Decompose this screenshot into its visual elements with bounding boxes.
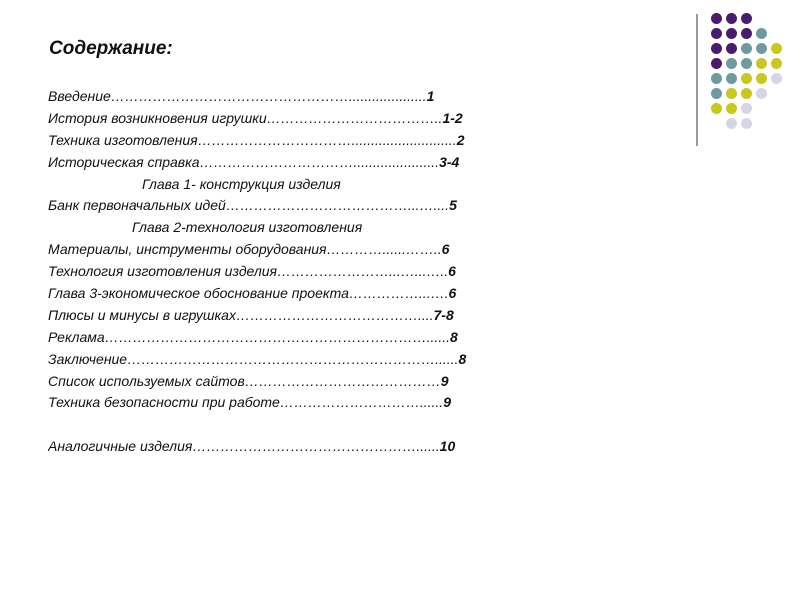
- toc-entry-leader: ……………………...…...…..: [277, 263, 449, 280]
- toc-entry-page: 10: [439, 438, 456, 455]
- decorative-dot: [726, 103, 737, 114]
- decorative-dot: [756, 43, 767, 54]
- toc-entry: [48, 130, 608, 152]
- toc-entry-leader: …………………………......: [279, 394, 444, 411]
- toc-entry-title: Техника безопасности при работе: [48, 394, 280, 411]
- toc-entry-title: Глава 3-экономическое обоснование проекта: [48, 285, 349, 302]
- toc-entry-leader: ……………………………………………....................: [110, 88, 427, 104]
- toc-entry-leader: …………………………………...…....: [225, 197, 450, 214]
- toc-entry-page: 9: [443, 394, 451, 411]
- toc-entry-leader: ……………………………......................: [199, 153, 440, 170]
- decorative-dot: [726, 58, 737, 69]
- decorative-dot: [711, 103, 722, 114]
- decorative-dot-grid: [700, 10, 800, 150]
- toc-entry-leader: ……………………………………………………………......: [104, 328, 450, 345]
- decorative-dot: [741, 118, 752, 129]
- toc-entry-leader: ………………………………..: [266, 109, 443, 126]
- decorative-dot: [756, 88, 767, 99]
- toc-chapter-heading: [48, 217, 608, 239]
- toc-entry-title: Технология изготовления изделия: [48, 263, 278, 280]
- toc-entry-leader: …………………………………………………………......: [127, 350, 459, 367]
- toc-entry-page: 7-8: [433, 306, 454, 323]
- toc-entry-page: 8: [458, 350, 467, 367]
- toc-entry-title: Техника изготовления: [48, 131, 198, 148]
- toc-entry: [48, 86, 608, 108]
- toc-entry: [48, 261, 608, 283]
- toc-entry-leader: …………......……..: [326, 241, 442, 258]
- decorative-dot: [711, 13, 722, 24]
- toc-entry-page: 8: [450, 328, 458, 345]
- toc-entry: [48, 349, 608, 371]
- decorative-dot: [726, 88, 737, 99]
- decorative-dot: [771, 43, 782, 54]
- toc-entry-title: Плюсы и минусы в игрушках: [48, 306, 236, 323]
- decorative-dot: [711, 88, 722, 99]
- decorative-dot: [741, 73, 752, 84]
- toc-entry-page: 1-2: [442, 109, 463, 126]
- toc-entry-page: 6: [441, 241, 450, 258]
- toc-entry-leader: ……………...….: [348, 285, 449, 302]
- toc-entry: [48, 392, 608, 414]
- toc-entry-title: Список используемых сайтов: [48, 372, 245, 389]
- toc-entry-leader: …………………………………………......: [192, 438, 440, 455]
- decorative-dot: [726, 118, 737, 129]
- toc-entry-title: Заключение: [48, 350, 128, 367]
- chapter-heading-text: Глава 2-технология изготовления: [132, 219, 363, 236]
- chapter-heading-text: Глава 1- конструкция изделия: [142, 175, 341, 192]
- decorative-dot: [771, 73, 782, 84]
- toc-entry: [48, 195, 608, 217]
- decorative-dot: [741, 28, 752, 39]
- toc-chapter-heading: [48, 174, 608, 196]
- toc-entry-leader: ……………………………………: [244, 372, 441, 389]
- toc-entry: [48, 305, 608, 327]
- toc-entry: [48, 108, 608, 130]
- toc-entry-title: Банк первоначальных идей: [48, 197, 226, 214]
- toc-entry-title: Историческая справка: [48, 153, 200, 170]
- toc-entry-page: 6: [448, 285, 457, 302]
- toc-entry: [48, 371, 608, 393]
- decorative-dot: [726, 13, 737, 24]
- toc-entry-page: 1: [426, 88, 435, 104]
- decorative-dot: [756, 28, 767, 39]
- toc-entry-title: Реклама: [48, 328, 105, 345]
- table-of-contents: [48, 86, 608, 458]
- toc-entry: [48, 327, 608, 349]
- page-title: Содержание:: [49, 38, 173, 59]
- decorative-dot: [756, 58, 767, 69]
- decorative-dot: [711, 73, 722, 84]
- toc-spacer: [48, 414, 608, 436]
- decorative-dot: [756, 73, 767, 84]
- toc-entry-title: Аналогичные изделия: [48, 438, 193, 455]
- toc-entry-page: 5: [449, 197, 457, 214]
- decorative-dot: [726, 73, 737, 84]
- decorative-dot: [711, 58, 722, 69]
- decorative-dot: [741, 13, 752, 24]
- toc-entry: [48, 239, 608, 261]
- decorative-dot: [741, 43, 752, 54]
- toc-entry: [48, 283, 608, 305]
- toc-entry: [48, 152, 608, 174]
- decorative-dot: [771, 58, 782, 69]
- toc-entry-leader: ……………………………...........................: [197, 131, 457, 148]
- decorative-dot: [741, 58, 752, 69]
- decorative-dot: [711, 43, 722, 54]
- vertical-divider: [696, 14, 698, 146]
- toc-entry-title: Материалы, инструменты оборудования: [48, 241, 327, 258]
- decorative-dot: [741, 88, 752, 99]
- toc-entry-leader: …………………………………....: [235, 306, 434, 323]
- decorative-dot: [741, 103, 752, 114]
- decorative-dot: [726, 28, 737, 39]
- decorative-dot: [726, 43, 737, 54]
- toc-entry-page: 2: [456, 131, 465, 148]
- toc-entry-page: 3-4: [439, 153, 460, 170]
- toc-entry-page: 6: [448, 263, 456, 280]
- toc-entry: [48, 436, 608, 458]
- toc-entry-title: История возникновения игрушки: [48, 109, 267, 126]
- toc-entry-page: 9: [440, 372, 449, 389]
- decorative-dot: [711, 28, 722, 39]
- toc-entry-title: Введение: [48, 88, 111, 104]
